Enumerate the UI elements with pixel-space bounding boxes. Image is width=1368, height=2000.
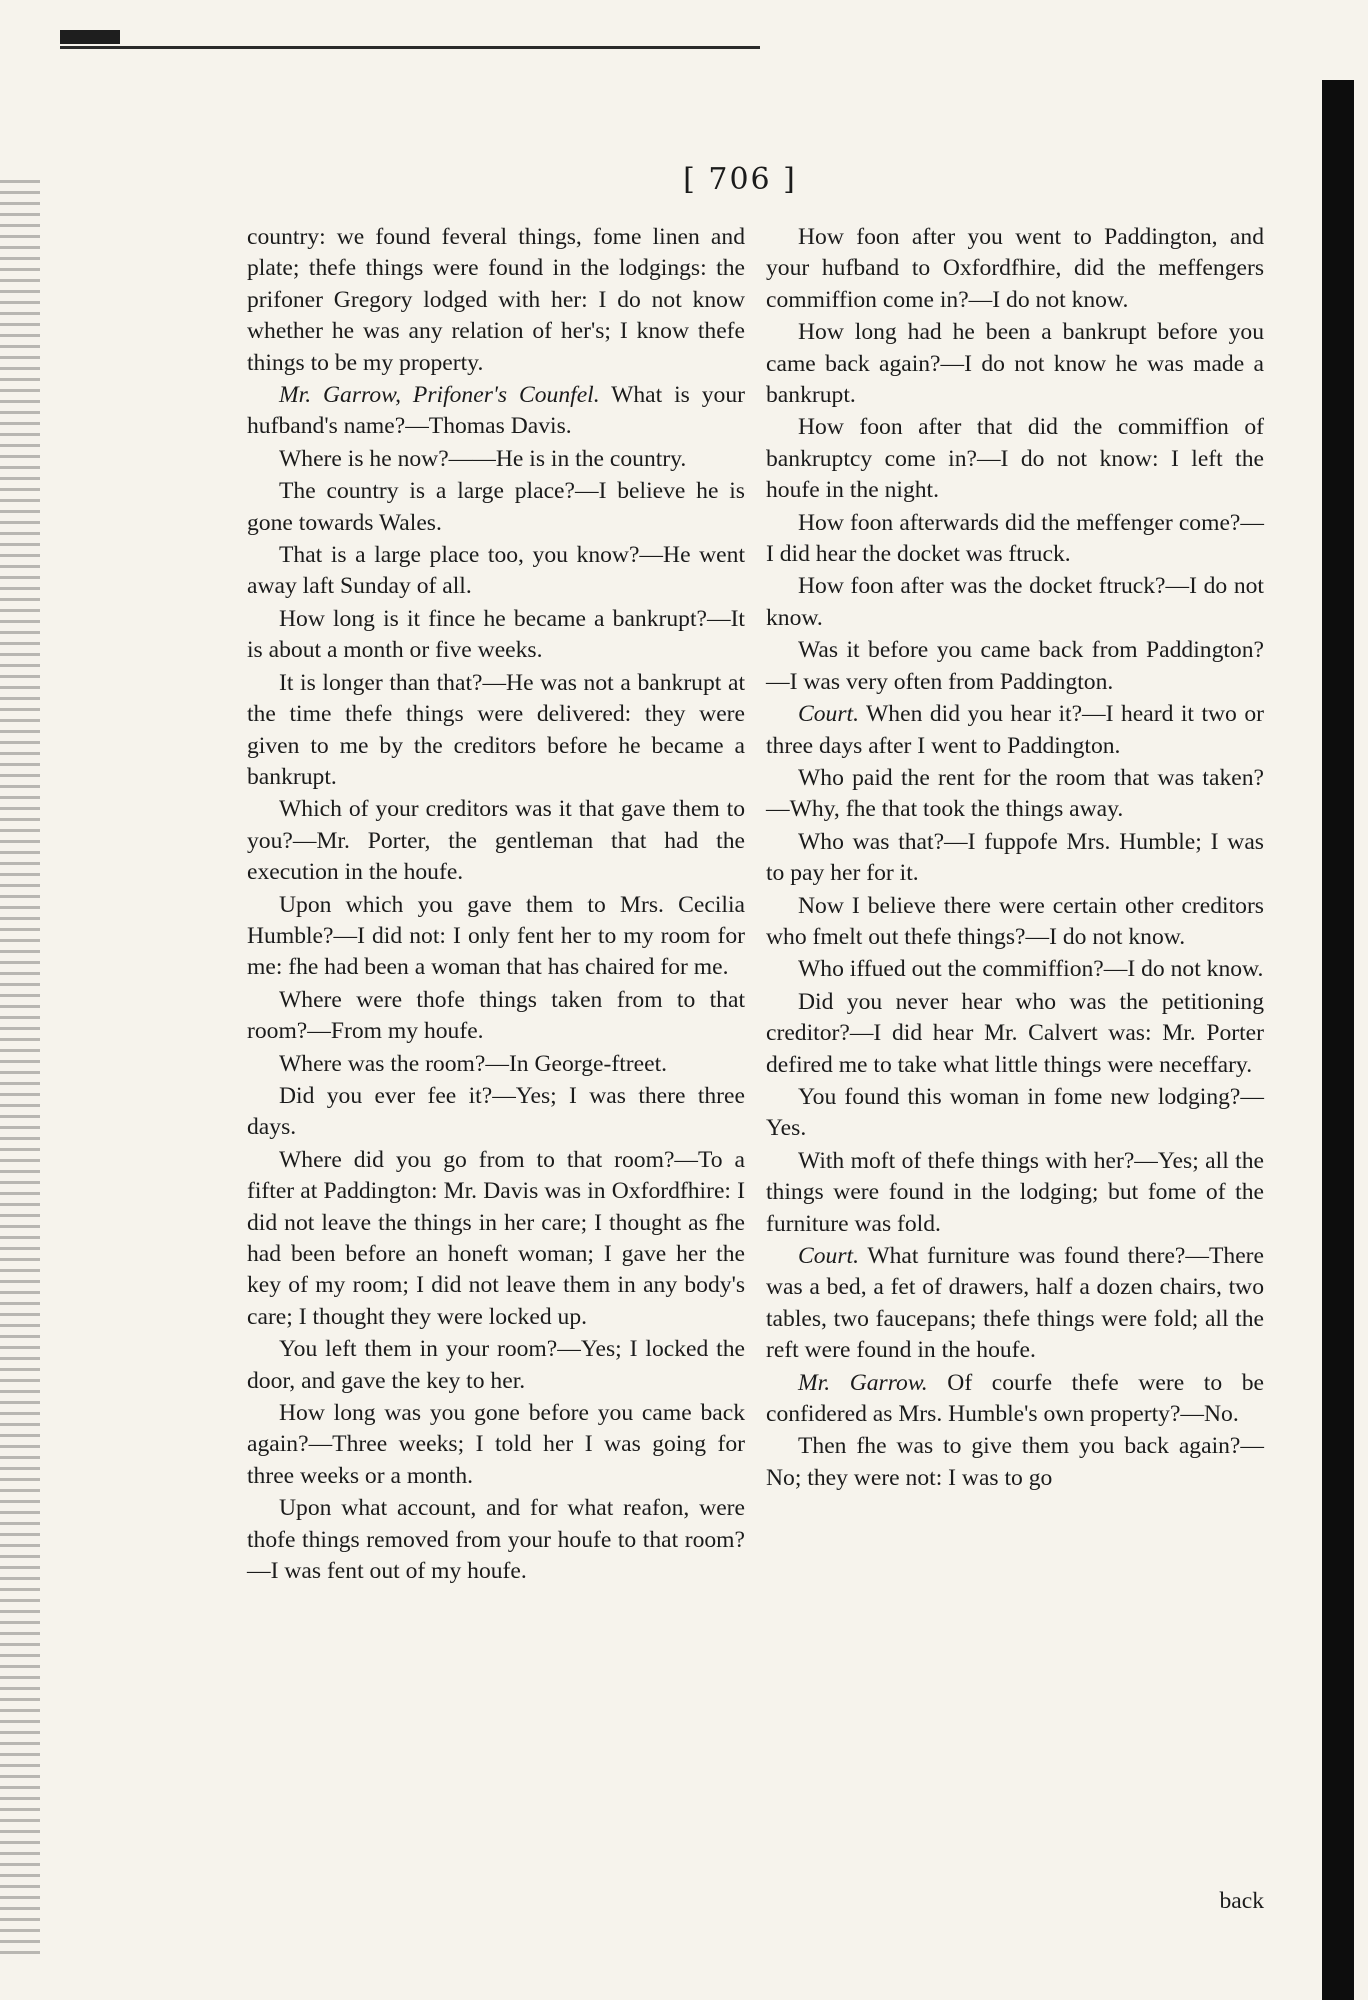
paragraph bbox=[766, 1082, 1264, 1145]
paragraph bbox=[766, 1146, 1264, 1240]
speaker-label: Court. bbox=[798, 701, 859, 728]
top-edge-mark bbox=[60, 30, 120, 44]
paragraph-text: Who was that?—I fuppofe Mrs. Humble; I was to pay her for it. bbox=[766, 828, 1264, 887]
paragraph bbox=[766, 827, 1264, 890]
paragraph-text: With moft of thefe things with her?—Yes; all the things were found in the lodging; but fome of the furniture was fold. bbox=[766, 1147, 1264, 1237]
left-column bbox=[247, 222, 745, 1588]
paragraph-text: How foon after you went to Paddington, and your hufband to Oxfordfhire, did the meffengers commiffion come in?—I do not know. bbox=[766, 224, 1264, 313]
paragraph-text: Upon what account, and for what reafon, were thofe things removed from your houfe to that room?—I was fent out of my houfe. bbox=[247, 1495, 745, 1585]
paragraph bbox=[247, 444, 745, 475]
top-rule bbox=[60, 46, 760, 49]
scan-edge-noise bbox=[0, 180, 40, 1960]
paragraph-text: Who paid the rent for the room that was taken?—Why, fhe that took the things away. bbox=[766, 764, 1264, 823]
paragraph-text: Where did you go from to that room?—To a fifter at Paddington: Mr. Davis was in Oxfordfhire: I did not leave the things in her care; I thought as fhe had been before an honeft woman; I gave her the key of my room; I did not leave them in any body's care; I thought they were locked up. bbox=[247, 1146, 745, 1330]
paragraph-text: You left them in your room?—Yes; I locked the door, and gave the key to her. bbox=[247, 1336, 745, 1394]
paragraph bbox=[766, 699, 1264, 762]
paragraph-text: How long had he been a bankrupt before you came back again?—I do not know he was made a bankrupt. bbox=[766, 319, 1264, 409]
paragraph-text: Who iffued out the commiffion?—I do not know. bbox=[798, 956, 1264, 983]
paragraph-text: It is longer than that?—He was not a bankrupt at the time thefe things were delivered: they were given to me by the creditors before he became a bankrupt. bbox=[247, 669, 745, 790]
paragraph bbox=[247, 1493, 745, 1587]
paragraph bbox=[247, 476, 745, 539]
paragraph-text: Did you never hear who was the petitioning creditor?—I did hear Mr. Calvert was: Mr. Porter defired me to take what little things were neceffary. bbox=[766, 988, 1264, 1078]
paragraph-text: How long is it fince he became a bankrupt?—It is about a month or five weeks. bbox=[247, 605, 745, 664]
paragraph-text: How foon afterwards did the meffenger come?—I did hear the docket was ftruck. bbox=[766, 509, 1264, 568]
paragraph bbox=[766, 1431, 1264, 1494]
paragraph-text: Upon which you gave them to Mrs. Cecilia Humble?—I did not: I only fent her to my room for me: fhe had been a woman that has chaired for me. bbox=[247, 891, 745, 981]
paragraph bbox=[766, 1368, 1264, 1431]
paragraph bbox=[766, 508, 1264, 571]
paragraph bbox=[247, 604, 745, 667]
paragraph-text: How foon after was the docket ftruck?—I do not know. bbox=[766, 573, 1264, 631]
paragraph bbox=[247, 1334, 745, 1397]
paragraph bbox=[247, 380, 745, 443]
paragraph-text: Where is he now?——He is in the country. bbox=[279, 445, 687, 472]
paragraph-text: What is your hufband's name?—Thomas Davis. bbox=[247, 382, 745, 440]
paragraph-text: What furniture was found there?—There was a bed, a fet of drawers, half a dozen chairs, two tables, two faucepans; thefe things were fold; all the reft were found in the houfe. bbox=[766, 1243, 1264, 1364]
paragraph bbox=[766, 891, 1264, 954]
paragraph bbox=[766, 763, 1264, 826]
paragraph bbox=[766, 222, 1264, 316]
paragraph-text: Was it before you came back from Paddington?—I was very often from Paddington. bbox=[766, 637, 1264, 695]
paragraph bbox=[247, 1145, 745, 1333]
paragraph-text: Where was the room?—In George-ftreet. bbox=[279, 1050, 668, 1077]
paragraph bbox=[766, 987, 1264, 1081]
paragraph-text: You found this woman in fome new lodging?—Yes. bbox=[766, 1083, 1264, 1142]
paragraph-text: Of courfe thefe were to be confidered as Mrs. Humble's own property?—No. bbox=[766, 1369, 1264, 1428]
paragraph bbox=[247, 794, 745, 888]
page-number: [ 706 ] bbox=[683, 162, 797, 197]
paragraph bbox=[247, 668, 745, 794]
speaker-label: Mr. Garrow, Prifoner's Counfel. bbox=[279, 382, 600, 409]
paragraph-text: The country is a large place?—I believe he is gone towards Wales. bbox=[247, 478, 745, 536]
paragraph-text: country: we found feveral things, fome linen and plate; thefe things were found in the lodgings: the prifoner Gregory lodged with her: I do not know whether he was any relation of her's; I know thefe things to be my property. bbox=[247, 224, 745, 376]
paragraph-text: Did you ever fee it?—Yes; I was there three days. bbox=[247, 1082, 745, 1141]
paragraph-text: Which of your creditors was it that gave them to you?—Mr. Porter, the gentleman that had the execution in the houfe. bbox=[247, 796, 745, 886]
paragraph bbox=[247, 1049, 745, 1080]
right-column bbox=[766, 222, 1264, 1495]
speaker-label: Court. bbox=[798, 1243, 859, 1269]
paragraph bbox=[766, 317, 1264, 411]
paragraph bbox=[247, 890, 745, 984]
paragraph-text: When did you hear it?—I heard it two or three days after I went to Paddington. bbox=[766, 701, 1264, 759]
paragraph bbox=[766, 412, 1264, 506]
paragraph bbox=[247, 1081, 745, 1144]
paragraph-text: Now I believe there were certain other creditors who fmelt out thefe things?—I do not know. bbox=[766, 892, 1264, 950]
paragraph bbox=[766, 635, 1264, 698]
catchword: back bbox=[1219, 1888, 1264, 1914]
paragraph bbox=[247, 985, 745, 1048]
paragraph bbox=[247, 540, 745, 603]
paragraph bbox=[247, 222, 745, 379]
paragraph bbox=[766, 1241, 1264, 1367]
binding-shadow bbox=[1322, 80, 1354, 2000]
paragraph bbox=[766, 571, 1264, 634]
paragraph bbox=[766, 954, 1264, 985]
paragraph-text: Then fhe was to give them you back again?—No; they were not: I was to go bbox=[766, 1433, 1264, 1491]
paragraph-text: How foon after that did the commiffion of bankruptcy come in?—I do not know: I left the houfe in the night. bbox=[766, 414, 1264, 504]
paragraph bbox=[247, 1398, 745, 1492]
paragraph-text: Where were thofe things taken from to that room?—From my houfe. bbox=[247, 986, 745, 1045]
speaker-label: Mr. Garrow. bbox=[798, 1369, 928, 1396]
paragraph-text: How long was you gone before you came back again?—Three weeks; I told her I was going for three weeks or a month. bbox=[247, 1400, 745, 1489]
paragraph-text: That is a large place too, you know?—He went away laft Sunday of all. bbox=[247, 542, 745, 600]
